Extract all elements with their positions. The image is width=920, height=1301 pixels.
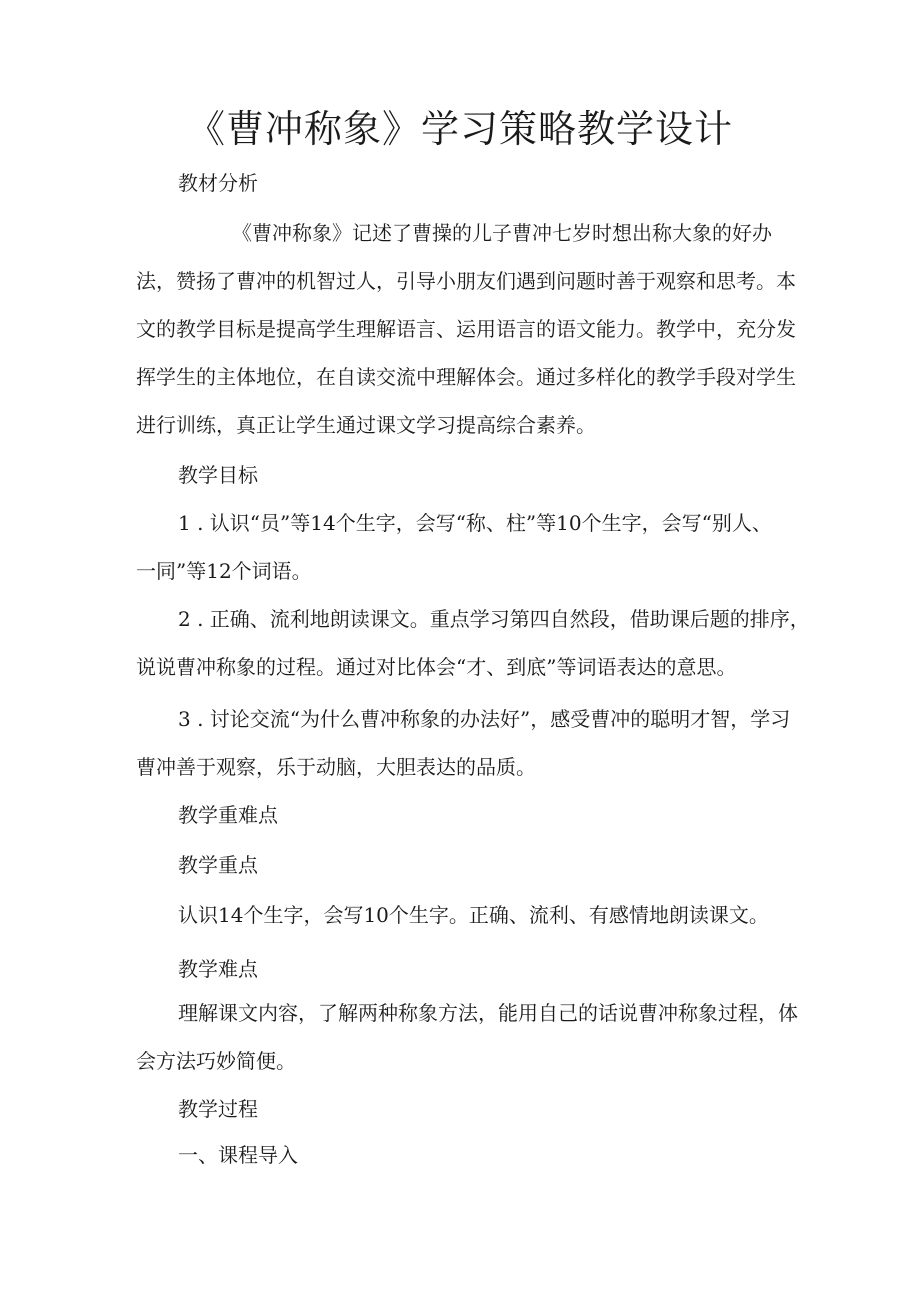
document-title: 《曹冲称象》学习策略教学设计 bbox=[186, 107, 733, 151]
section-heading-material-analysis: 教材分析 bbox=[178, 171, 258, 195]
paragraph-line: 《曹冲称象》记述了曹操的儿子曹冲七岁时想出称大象的好办 bbox=[232, 221, 772, 245]
section-heading-key-points: 教学重点 bbox=[178, 853, 258, 877]
paragraph-line: 认识14个生字，会写10个生字。正确、流利、有感情地朗读课文。 bbox=[178, 903, 769, 927]
section-heading-difficult-points: 教学难点 bbox=[178, 957, 258, 981]
goal-1-line: 1 . 认识“员”等14个生字，会写“称、柱”等10个生字，会写“别人、 bbox=[178, 511, 772, 535]
paragraph-line: 法，赞扬了曹冲的机智过人，引导小朋友们遇到问题时善于观察和思考。本 bbox=[136, 269, 796, 293]
paragraph-line: 会方法巧妙简便。 bbox=[136, 1049, 296, 1073]
paragraph-line: 理解课文内容，了解两种称象方法，能用自己的话说曹冲称象过程，体 bbox=[178, 1001, 798, 1025]
section-heading-teaching-goals: 教学目标 bbox=[178, 463, 258, 487]
section-heading-key-difficult-points: 教学重难点 bbox=[178, 803, 278, 827]
goal-3-line: 3 . 讨论交流“为什么曹冲称象的办法好”，感受曹冲的聪明才智，学习 bbox=[178, 707, 791, 731]
section-heading-teaching-process: 教学过程 bbox=[178, 1097, 258, 1121]
goal-1-line: 一同”等12个词语。 bbox=[136, 559, 312, 583]
paragraph-line: 挥学生的主体地位，在自读交流中理解体会。通过多样化的教学手段对学生 bbox=[136, 365, 796, 389]
goal-2-line: 2 . 正确、流利地朗读课文。重点学习第四自然段，借助课后题的排序， bbox=[178, 607, 810, 631]
section-heading-course-intro: 一、课程导入 bbox=[178, 1143, 298, 1167]
goal-2-line: 说说曹冲称象的过程。通过对比体会“才、到底”等词语表达的意思。 bbox=[136, 655, 737, 679]
goal-3-line: 曹冲善于观察，乐于动脑，大胆表达的品质。 bbox=[136, 755, 536, 779]
paragraph-line: 进行训练，真正让学生通过课文学习提高综合素养。 bbox=[136, 413, 596, 437]
paragraph-line: 文的教学目标是提高学生理解语言、运用语言的语文能力。教学中，充分发 bbox=[136, 317, 796, 341]
